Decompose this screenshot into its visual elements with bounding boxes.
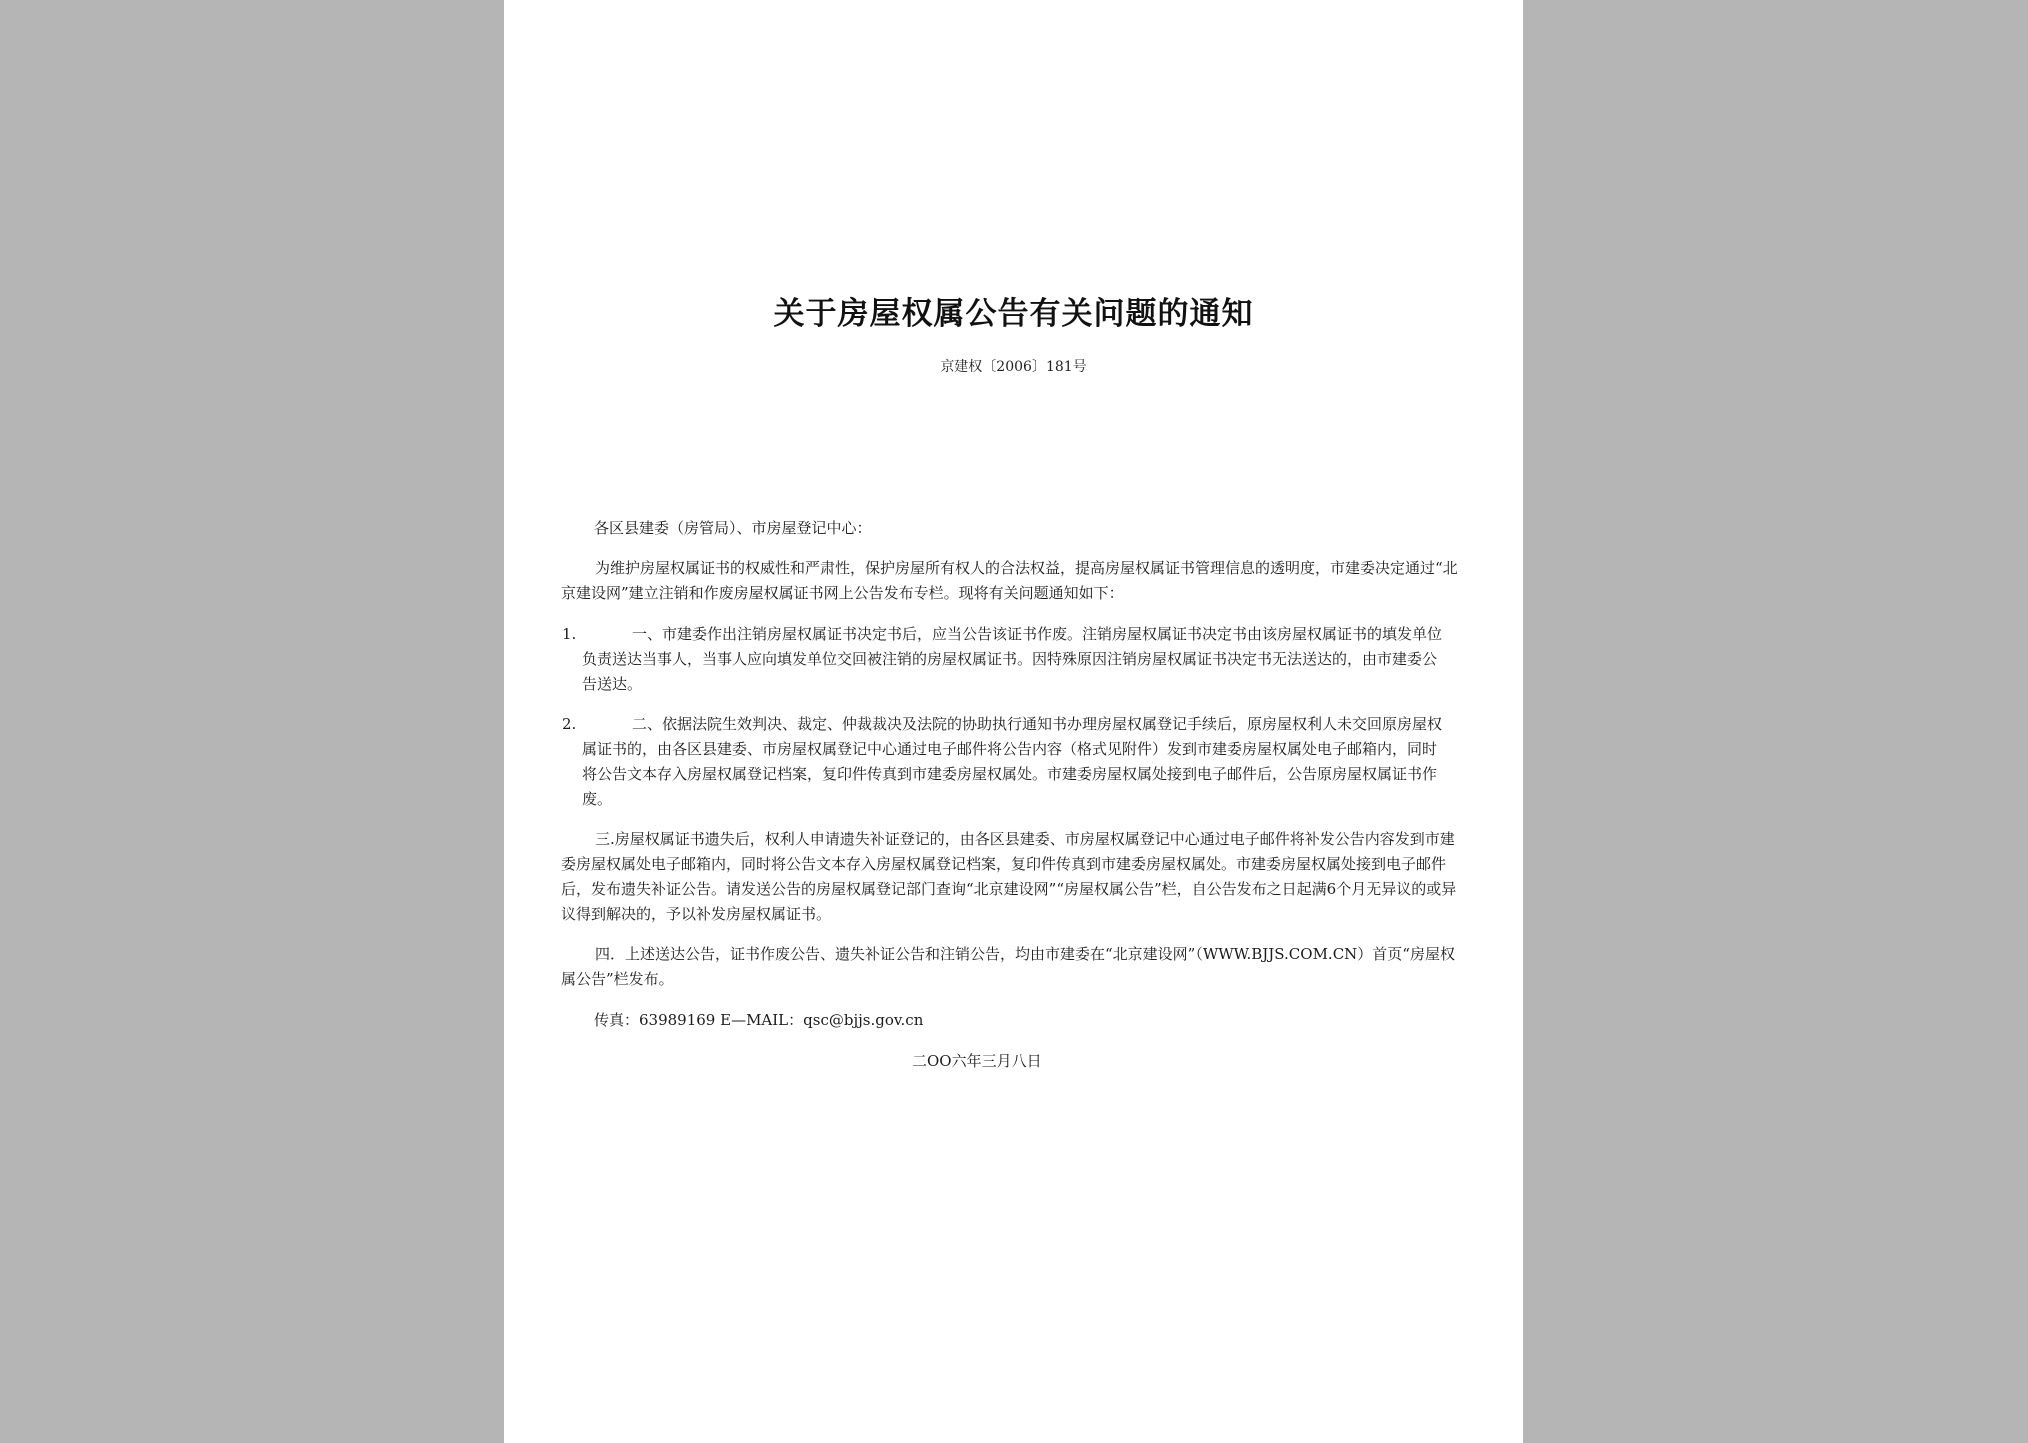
- item-1-number: 1.: [562, 625, 577, 643]
- intro-text: 为维护房屋权属证书的权威性和严肃性，保护房屋所有权人的合法权益，提高房屋权属证书管理信息的透明度，市建委决定通过“北京建设网”建立注销和作废房屋权属证书网上公告发布专栏。现将有关问题通知如下：: [561, 559, 1458, 602]
- item-3-paragraph: [561, 827, 1461, 927]
- item-2-number: 2.: [562, 715, 577, 733]
- document-date: 二OO六年三月八日: [912, 1052, 1042, 1070]
- salutation: 各区县建委（房管局）、市房屋登记中心：: [594, 519, 872, 537]
- item-1-text: 一、市建委作出注销房屋权属证书决定书后，应当公告该证书作废。注销房屋权属证书决定书由该房屋权属证书的填发单位负责送达当事人，当事人应向填发单位交回被注销的房屋权属证书。因特殊原因注销房屋权属证书决定书无法送达的，由市建委公告送达。: [582, 625, 1443, 693]
- item-4-paragraph: [561, 942, 1461, 992]
- item-4-text: 四．上述送达公告，证书作废公告、遗失补证公告和注销公告，均由市建委在“北京建设网”（WWW.BJJS.COM.CN）首页“房屋权属公告”栏发布。: [561, 945, 1455, 988]
- contact-line: 传真：63989169 E—MAIL：qsc@bjjs.gov.cn: [594, 1011, 924, 1029]
- item-2-text: 二、依据法院生效判决、裁定、仲裁裁决及法院的协助执行通知书办理房屋权属登记手续后，原房屋权利人未交回原房屋权属证书的，由各区县建委、市房屋权属登记中心通过电子邮件将公告内容（格式见附件）发到市建委房屋权属处电子邮箱内，同时将公告文本存入房屋权属登记档案，复印件传真到市建委房屋权属处。市建委房屋权属处接到电子邮件后，公告原房屋权属证书作废。: [582, 715, 1443, 808]
- document-page: [504, 0, 1523, 1443]
- document-number: 京建权〔2006〕181号: [940, 359, 1087, 375]
- intro-paragraph: [561, 556, 1461, 606]
- item-2: [562, 712, 1444, 812]
- item-3-text: 三.房屋权属证书遗失后，权利人申请遗失补证登记的，由各区县建委、市房屋权属登记中心通过电子邮件将补发公告内容发到市建委房屋权属处电子邮箱内，同时将公告文本存入房屋权属登记档案，复印件传真到市建委房屋权属处。市建委房屋权属处接到电子邮件后，发布遗失补证公告。请发送公告的房屋权属登记部门查询“北京建设网”“房屋权属公告”栏，自公告发布之日起满6个月无异议的或异议得到解决的，予以补发房屋权属证书。: [561, 830, 1457, 923]
- item-1: [562, 622, 1444, 697]
- document-title: 关于房屋权属公告有关问题的通知: [773, 296, 1254, 332]
